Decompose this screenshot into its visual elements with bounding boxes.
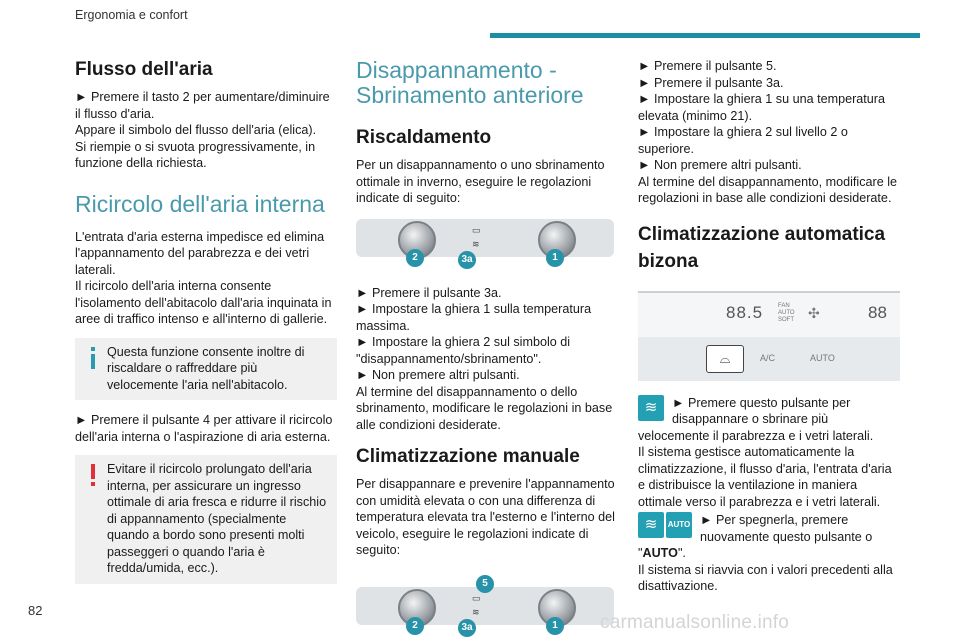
info-text: Questa funzione consente inoltre di riscaldare o raffreddare più velocemente l'aria nell'abitacolo. xyxy=(107,344,305,392)
paragraph: Al termine del disappannamento o dello sbrinamento, modificare le regolazioni in base alle condizioni desiderate. xyxy=(356,384,613,432)
step: ► Non premere altri pulsanti. xyxy=(638,158,802,172)
control-panel-illustration xyxy=(356,219,614,265)
column-left xyxy=(75,50,337,584)
page-number: 82 xyxy=(28,603,43,618)
step: ► Impostare la ghiera 1 su una temperatura elevata (minimo 21). xyxy=(638,92,885,123)
label-badge: 5 xyxy=(476,575,494,593)
heading-riscaldamento: Riscaldamento xyxy=(356,127,492,148)
step: ► Impostare la ghiera 2 sul livello 2 o superiore. xyxy=(638,125,848,156)
paragraph: "AUTO". xyxy=(638,546,686,560)
auto-word: AUTO xyxy=(642,546,678,560)
heading-ricircolo: Ricircolo dell'aria interna xyxy=(75,190,325,217)
auto-panel-illustration xyxy=(638,291,900,381)
heading-automatica: Climatizzazione automatica bizona xyxy=(638,223,886,272)
fan-icon: ✣ xyxy=(808,304,820,321)
ac-icon: ▭ xyxy=(472,592,481,603)
info-icon xyxy=(83,346,103,370)
heading-manuale: Climatizzazione manuale xyxy=(356,446,580,467)
mode-labels: FAN AUTO SOFT xyxy=(778,302,795,323)
step: ► Impostare la ghiera 2 sul simbolo di "disappannamento/sbrinamento". xyxy=(356,335,571,366)
column-middle xyxy=(356,50,618,633)
warning-box xyxy=(75,455,337,584)
step: ► Premere il pulsante 5. xyxy=(638,59,777,73)
label-badge: 2 xyxy=(406,249,424,267)
paragraph: ► Premere questo pulsante per disappannare o sbrinare più velocemente il parabrezza e i vetri laterali. xyxy=(638,395,874,443)
paragraph: Si riempie o si svuota progressivamente, in funzione della richiesta. xyxy=(75,139,316,170)
display-left: 88.5 xyxy=(726,302,764,322)
step: ► Non premere altri pulsanti. xyxy=(356,368,520,382)
off-instruction xyxy=(638,512,900,562)
label-badge: 1 xyxy=(546,617,564,635)
info-box xyxy=(75,338,337,401)
auto-instructions xyxy=(638,395,900,595)
watermark: carmanualsonline.info xyxy=(600,612,790,633)
paragraph: Per un disappannamento o uno sbrinamento ottimale in inverno, eseguire le regolazioni indicate di seguito: xyxy=(356,158,605,205)
paragraph: Il ricircolo dell'aria interna consente l'isolamento dell'abitacolo dall'aria inquinata in aree di traffico intenso e all'interno di gallerie. xyxy=(75,279,332,326)
label-badge: 3a xyxy=(458,619,476,637)
auto-button[interactable]: AUTO xyxy=(810,352,835,363)
label-badge: 2 xyxy=(406,617,424,635)
paragraph: ► Per spegnerla, premere nuovamente questo pulsante o xyxy=(700,513,873,544)
running-header: Ergonomia e confort xyxy=(75,8,188,22)
warning-icon xyxy=(83,463,103,487)
paragraph: Il sistema si riavvia con i valori precedenti alla disattivazione. xyxy=(638,562,893,593)
defrost-icon: ▭ xyxy=(472,224,481,235)
paragraph: Il sistema gestisce automaticamente la climatizzazione, il flusso d'aria, l'entrata d'aria e distribuisce la ventilazione in maniera ottimale verso il parabrezza e i vetri laterali. xyxy=(638,445,892,509)
paragraph: ► Premere il pulsante 4 per attivare il ricircolo dell'aria interna o l'aspirazione di aria esterna. xyxy=(75,413,333,444)
paragraph: Per disappannare e prevenire l'appannamento con umidità elevata o con una differenza di temperatura elevata tra l'esterno e l'interno del veicolo, eseguire le regolazioni indicate di seguito: xyxy=(356,477,615,557)
paragraph: Appare il simbolo del flusso dell'aria (elica). xyxy=(75,123,317,137)
label-badge: 1 xyxy=(546,249,564,267)
control-panel-illustration xyxy=(356,577,614,633)
max-defrost-button[interactable]: ⌓ xyxy=(706,345,744,373)
display-right: 88 xyxy=(868,302,887,322)
heading-flusso: Flusso dell'aria xyxy=(75,59,213,80)
windscreen-icon: ≋ xyxy=(472,606,480,617)
max-defrost-icon: ≋ xyxy=(638,512,664,538)
step: ► Impostare la ghiera 1 sulla temperatura massima. xyxy=(356,302,592,333)
header-accent-bar xyxy=(490,33,920,38)
heading-disappannamento: Disappannamento - Sbrinamento anteriore xyxy=(356,57,584,108)
label-badge: 3a xyxy=(458,251,476,269)
step: ► Premere il pulsante 3a. xyxy=(356,285,502,300)
ac-button[interactable]: A/C xyxy=(760,352,776,363)
paragraph: Al termine del disappannamento, modificare le regolazioni in base alle condizioni desiderate. xyxy=(638,174,898,205)
paragraph: L'entrata d'aria esterna impedisce ed elimina l'appannamento del parabrezza e dei vetri laterali. xyxy=(75,229,325,277)
warning-text: Evitare il ricircolo prolungato dell'aria interna, per assicurare un ingresso ottimale di aria fresca e ridurre il rischio di appannamento (specialmente quando a bordo sono presenti molti passeggeri o quando l'aria è fredda/umida, ecc.). xyxy=(107,462,327,575)
auto-icon: AUTO xyxy=(666,512,692,538)
windscreen-icon: ≋ xyxy=(472,238,480,249)
column-right xyxy=(638,50,900,595)
step: ► Premere il pulsante 3a. xyxy=(638,75,784,90)
paragraph: ► Premere il tasto 2 per aumentare/diminuire il flusso d'aria. xyxy=(75,90,330,121)
max-defrost-icon: ≋ xyxy=(638,395,664,421)
